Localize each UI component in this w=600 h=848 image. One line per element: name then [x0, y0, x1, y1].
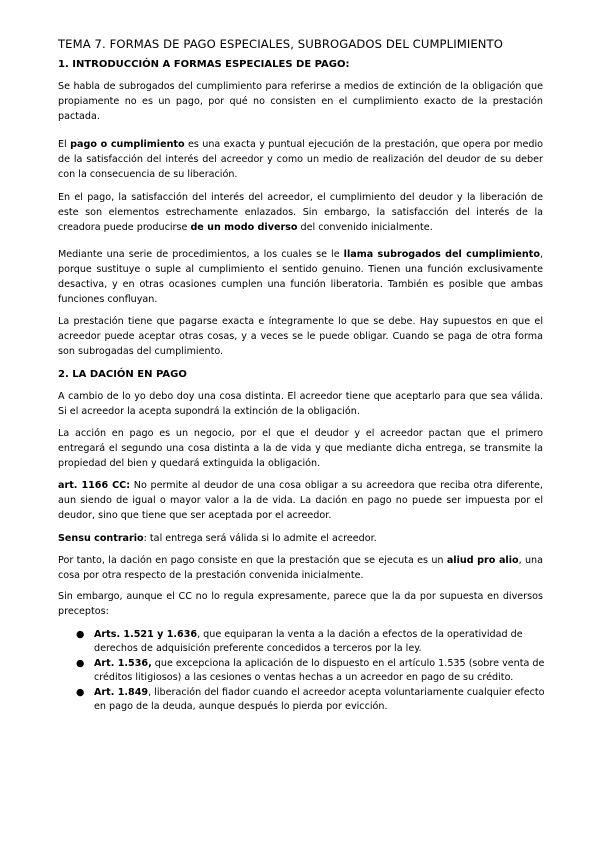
list-item: ● Art. 1.536, que excepciona la aplicación de lo dispuesto en el artículo 1.535 (sobre venta de créditos litigiosos) a las cesiones o ventas hechas a un acreedor en pago de su crédito. [76, 658, 545, 683]
section-2-paragraph-2: La acción en pago es un negocio, por el que el deudor y el acreedor pactan que el primero entregará el segundo una cosa distinta a la de vida y que mediante dicha entrega, se transmite la propiedad del bien y quedará extinguida la obligación. [58, 428, 543, 469]
section-2-paragraph-1: A cambio de lo yo debo doy una cosa distinta. El acreedor tiene que aceptarlo para que sea válida. Si el acreedor la acepta supondrá la extinción de la obligación. [58, 391, 543, 417]
section-2-heading: 2. LA DACIÓN EN PAGO [58, 369, 187, 380]
bold-term: de un modo diverso [190, 222, 298, 233]
document-title: TEMA 7. FORMAS DE PAGO ESPECIALES, SUBROGADOS DEL CUMPLIMIENTO [58, 37, 503, 51]
bold-term: aliud pro alio [446, 555, 519, 566]
bold-term: llama subrogados del cumplimiento [343, 249, 540, 260]
section-2-paragraph-3: art. 1166 CC: No permite al deudor de una cosa obligar a su acreedora que reciba otra diferente, aun siendo de igual o mayor valor a la de vida. La dación en pago no puede ser impuesta por el deudor, sino que tiene que ser aceptada por el acreedor. [58, 480, 543, 521]
section-1-paragraph-1: Se habla de subrogados del cumplimiento para referirse a medios de extinción de la obligación que propiamente no es un pago, por qué no consisten en el cumplimiento exacto de la prestación pactada. [58, 81, 543, 122]
bold-term: Art. 1.536, [94, 658, 152, 669]
bold-term: pago o cumplimiento [70, 139, 185, 150]
bullet-icon: ● [76, 658, 85, 669]
list-item: ● Arts. 1.521 y 1.636, que equiparan la venta a la dación a efectos de la operatividad de derechos de adquisición preferente concedidos a terceros por la ley. [76, 629, 523, 654]
section-2-paragraph-4: Sensu contrario: tal entrega será válida si lo admite el acreedor. [58, 533, 377, 544]
list-item: ● Art. 1.849, liberación del fiador cuando el acreedor acepta voluntariamente cualquier efecto en pago de la deuda, aunque después lo pierda por evicción. [76, 687, 545, 712]
bullet-icon: ● [76, 687, 85, 698]
section-1-heading: 1. INTRODUCCIÓN A FORMAS ESPECIALES DE PAGO: [58, 59, 350, 70]
section-2-paragraph-5: Por tanto, la dación en pago consiste en que la prestación que se ejecuta es un aliud pro alio, una cosa por otra respecto de la prestación convenida inicialmente. [58, 555, 543, 581]
bold-term: art. 1166 CC: [58, 480, 131, 491]
bold-term: Arts. 1.521 y 1.636 [94, 629, 198, 640]
bold-term: Sensu contrario [58, 533, 144, 544]
bullet-icon: ● [76, 629, 85, 640]
section-1-paragraph-4: Mediante una serie de procedimientos, a los cuales se le llama subrogados del cumplimiento, porque sustituye o suple al cumplimiento el sentido genuino. Tienen una función exclusivamente desactiva, y en otras ocasiones cumplen una función liberatoria. También es posible que ambas funciones confluyan. [58, 249, 543, 305]
bold-term: Art. 1.849 [94, 687, 149, 698]
precepts-list [58, 628, 548, 715]
section-2-paragraph-6: Sin embargo, aunque el CC no lo regula expresamente, parece que la da por supuesta en diversos preceptos: [58, 591, 543, 617]
section-1-paragraph-3: En el pago, la satisfacción del interés del acreedor, el cumplimiento del deudor y la liberación de este son elementos estrechamente enlazados. Sin embargo, la satisfacción del interés de la creadora puede producirse de un modo diverso del convenido inicialmente. [58, 192, 543, 233]
section-1-paragraph-2: El pago o cumplimiento es una exacta y puntual ejecución de la prestación, que opera por medio de la satisfacción del interés del acreedor y como un medio de realización del deudor de su deber con la consecuencia de su liberación. [58, 139, 544, 180]
section-1-paragraph-5: La prestación tiene que pagarse exacta e íntegramente lo que se debe. Hay supuestos en que el acreedor puede aceptar otras cosas, y a veces se le puede obligar. Cuando se paga de otra forma son subrogadas del cumplimiento. [58, 316, 543, 357]
